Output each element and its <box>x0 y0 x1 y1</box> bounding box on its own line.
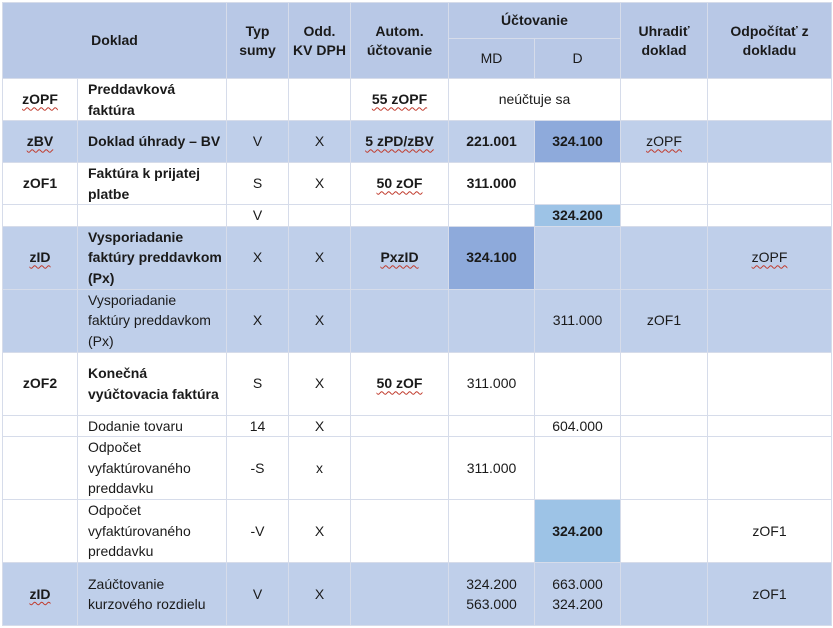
odpocitat-cell <box>708 163 832 205</box>
d-cell <box>535 437 621 500</box>
accounting-table <box>2 2 832 626</box>
md-cell: 324.100 <box>449 226 535 289</box>
header-odpocitat: Odpočítať z dokladu <box>708 3 832 79</box>
typ-sumy-cell: S <box>227 163 289 205</box>
header-d: D <box>535 39 621 79</box>
kv-dph-cell: X <box>289 352 351 415</box>
doc-code: zOF2 <box>3 352 78 415</box>
kv-dph-cell: X <box>289 121 351 163</box>
header-uhradit: Uhradiť doklad <box>621 3 708 79</box>
kv-dph-cell: X <box>289 500 351 563</box>
odpocitat-cell <box>708 205 832 227</box>
d-cell <box>535 226 621 289</box>
table-row <box>3 226 832 289</box>
odpocitat-cell <box>708 289 832 352</box>
autom-cell <box>351 500 449 563</box>
autom-cell <box>351 205 449 227</box>
table-row <box>3 79 832 121</box>
autom-cell: 5 zPD/zBV <box>351 121 449 163</box>
uhradit-cell <box>621 163 708 205</box>
md-cell <box>449 205 535 227</box>
header-odd-kv-dph: Odd. KV DPH <box>289 3 351 79</box>
kv-dph-cell: X <box>289 226 351 289</box>
md-cell: 221.001 <box>449 121 535 163</box>
header-autom-uctovanie <box>351 3 449 79</box>
doc-description: Dodanie tovaru <box>78 415 227 437</box>
doc-description: Faktúra k prijatej platbe <box>78 163 227 205</box>
md-cell <box>449 289 535 352</box>
kv-dph-cell <box>289 205 351 227</box>
header-typ-sumy: Typ sumy <box>227 3 289 79</box>
header-md: MD <box>449 39 535 79</box>
table-row <box>3 121 832 163</box>
kv-dph-cell: X <box>289 563 351 626</box>
header-uctovanie: Účtovanie <box>449 3 621 39</box>
kv-dph-cell: X <box>289 289 351 352</box>
header-doklad: Doklad <box>3 3 227 79</box>
doc-code: zBV <box>3 121 78 163</box>
kv-dph-cell: x <box>289 437 351 500</box>
table-row <box>3 415 832 437</box>
doc-description: Konečná vyúčtovacia faktúra <box>78 352 227 415</box>
d-cell: 311.000 <box>535 289 621 352</box>
md-cell <box>449 500 535 563</box>
odpocitat-cell <box>708 352 832 415</box>
doc-description: Vysporiadanie faktúry preddavkom (Px) <box>78 226 227 289</box>
uhradit-cell: zOPF <box>621 121 708 163</box>
autom-cell <box>351 563 449 626</box>
table-row <box>3 437 832 500</box>
header-autom-uctovanie-text: Autom. účtovanie <box>366 22 433 58</box>
doc-code: zOF1 <box>3 163 78 205</box>
table-row <box>3 289 832 352</box>
autom-cell: 55 zOPF <box>351 79 449 121</box>
d-cell: 324.200 <box>535 500 621 563</box>
md-cell: 311.000 <box>449 437 535 500</box>
md-value: 324.200 <box>466 575 517 592</box>
doc-code <box>3 500 78 563</box>
d-cell: 324.100 <box>535 121 621 163</box>
odpocitat-cell: zOPF <box>708 226 832 289</box>
kv-dph-cell: X <box>289 163 351 205</box>
md-cell <box>449 415 535 437</box>
doc-description: Zaúčtovanie kurzového rozdielu <box>78 563 227 626</box>
doc-code <box>3 205 78 227</box>
typ-sumy-cell: 14 <box>227 415 289 437</box>
uhradit-cell <box>621 437 708 500</box>
typ-sumy-cell: -V <box>227 500 289 563</box>
autom-cell <box>351 437 449 500</box>
typ-sumy-cell: V <box>227 205 289 227</box>
autom-cell: 50 zOF <box>351 163 449 205</box>
uhradit-cell <box>621 79 708 121</box>
d-cell: 604.000 <box>535 415 621 437</box>
doc-description: Doklad úhrady – BV <box>78 121 227 163</box>
typ-sumy-cell: S <box>227 352 289 415</box>
odpocitat-cell: zOF1 <box>708 500 832 563</box>
doc-code <box>3 415 78 437</box>
autom-cell: PxzID <box>351 226 449 289</box>
kv-dph-cell: X <box>289 415 351 437</box>
kv-dph-cell <box>289 79 351 121</box>
typ-sumy-cell: X <box>227 226 289 289</box>
doc-description <box>78 205 227 227</box>
doc-description: Odpočet vyfaktúrovaného preddavku <box>78 437 227 500</box>
table-row <box>3 563 832 626</box>
md-value: 563.000 <box>466 596 517 612</box>
d-cell <box>535 352 621 415</box>
table-row <box>3 205 832 227</box>
odpocitat-cell: zOF1 <box>708 563 832 626</box>
odpocitat-cell <box>708 415 832 437</box>
accounting-table-container <box>2 2 832 626</box>
uhradit-cell <box>621 563 708 626</box>
uhradit-cell <box>621 226 708 289</box>
uhradit-cell <box>621 205 708 227</box>
typ-sumy-cell: V <box>227 563 289 626</box>
autom-cell <box>351 289 449 352</box>
d-cell <box>535 563 621 626</box>
d-value: 663.000 <box>552 575 603 592</box>
md-cell: 311.000 <box>449 352 535 415</box>
doc-code: zID <box>3 226 78 289</box>
doc-code: zOPF <box>3 79 78 121</box>
typ-sumy-cell: X <box>227 289 289 352</box>
uhradit-cell <box>621 352 708 415</box>
doc-description: Preddavková faktúra <box>78 79 227 121</box>
uhradit-cell: zOF1 <box>621 289 708 352</box>
d-cell: 324.200 <box>535 205 621 227</box>
odpocitat-cell <box>708 437 832 500</box>
d-cell <box>535 163 621 205</box>
table-row <box>3 500 832 563</box>
typ-sumy-cell <box>227 79 289 121</box>
autom-cell <box>351 415 449 437</box>
doc-code: zID <box>3 563 78 626</box>
doc-code <box>3 289 78 352</box>
table-row <box>3 352 832 415</box>
d-value: 324.200 <box>552 596 603 612</box>
doc-code <box>3 437 78 500</box>
autom-cell: 50 zOF <box>351 352 449 415</box>
odpocitat-cell <box>708 121 832 163</box>
typ-sumy-cell: -S <box>227 437 289 500</box>
md-cell: 311.000 <box>449 163 535 205</box>
table-row <box>3 163 832 205</box>
doc-description: Vysporiadanie faktúry preddavkom (Px) <box>78 289 227 352</box>
md-cell <box>449 563 535 626</box>
uhradit-cell <box>621 415 708 437</box>
odpocitat-cell <box>708 79 832 121</box>
typ-sumy-cell: V <box>227 121 289 163</box>
doc-description: Odpočet vyfaktúrovaného preddavku <box>78 500 227 563</box>
uhradit-cell <box>621 500 708 563</box>
uctovanie-note: neúčtuje sa <box>449 79 621 121</box>
